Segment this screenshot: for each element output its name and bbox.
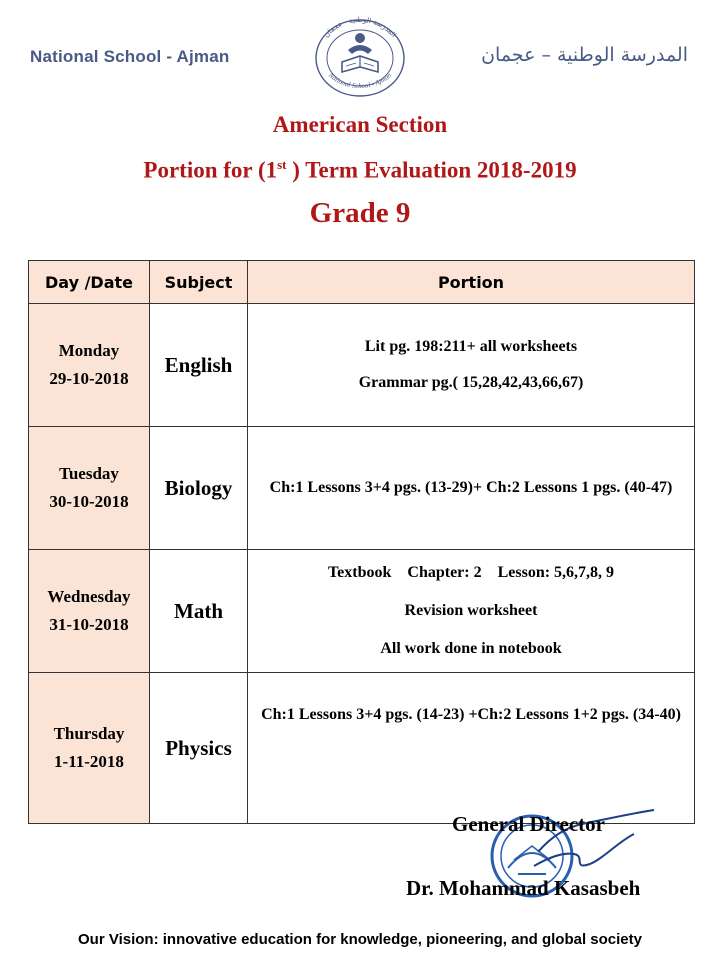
logo-arabic-text: المدرسة الوطنية - عجمان <box>322 15 398 39</box>
subject-cell: Biology <box>150 427 248 550</box>
director-name: Dr. Mohammad Kasasbeh <box>406 876 641 900</box>
page-header <box>0 0 720 105</box>
evaluation-title-ordinal: st <box>277 157 287 172</box>
table-row <box>29 427 695 550</box>
column-header-date: Day /Date <box>29 261 150 304</box>
portion-line: Textbook Chapter: 2 Lesson: 5,6,7,8, 9 <box>327 564 615 581</box>
table-row <box>29 550 695 673</box>
svg-text:National School - Ajman <box>326 71 393 91</box>
table-row <box>29 673 695 824</box>
portion-line: All work done in notebook <box>380 640 562 657</box>
evaluation-title-prefix: Portion for (1 <box>143 157 278 183</box>
portion-cell <box>248 673 695 824</box>
title-block <box>0 108 720 232</box>
portion-line: Revision worksheet <box>404 602 538 619</box>
school-logo <box>308 14 412 98</box>
day-label: Thursday <box>53 724 125 743</box>
evaluation-title-suffix: ) Term Evaluation 2018-2019 <box>286 157 577 183</box>
table-header-row <box>29 261 695 304</box>
school-name-arabic: المدرسة الوطنية – عجمان <box>481 44 688 66</box>
column-header-subject: Subject <box>150 261 248 304</box>
table-row <box>29 304 695 427</box>
day-date-cell <box>29 304 150 427</box>
evaluation-title <box>0 148 720 188</box>
portion-line: Ch:1 Lessons 3+4 pgs. (13-29)+ Ch:2 Lessons 1 pgs. (40-47) <box>269 479 673 496</box>
portion-cell <box>248 304 695 427</box>
date-label: 30-10-2018 <box>49 492 129 511</box>
portion-cell <box>248 427 695 550</box>
date-label: 31-10-2018 <box>49 615 129 634</box>
day-date-cell <box>29 550 150 673</box>
subject-cell: Physics <box>150 673 248 824</box>
portion-table <box>28 260 695 824</box>
day-date-cell <box>29 427 150 550</box>
portion-cell <box>248 550 695 673</box>
day-date-cell <box>29 673 150 824</box>
portion-line: Lit pg. 198:211+ all worksheets <box>364 338 578 355</box>
day-label: Tuesday <box>59 464 119 483</box>
subject-cell: Math <box>150 550 248 673</box>
logo-english-text: National School - Ajman <box>326 71 394 91</box>
column-header-portion: Portion <box>248 261 695 304</box>
portion-line: Grammar pg.( 15,28,42,43,66,67) <box>358 374 584 391</box>
school-name-english: National School - Ajman <box>30 47 230 66</box>
day-label: Monday <box>58 341 120 360</box>
vision-statement: Our Vision: innovative education for knowledge, pioneering, and global society <box>78 931 642 948</box>
day-label: Wednesday <box>47 587 131 606</box>
director-title: General Director <box>452 812 605 836</box>
date-label: 29-10-2018 <box>49 369 129 388</box>
grade-title: Grade 9 <box>309 196 411 229</box>
section-title: American Section <box>272 112 448 137</box>
date-label: 1-11-2018 <box>54 752 124 771</box>
subject-cell: English <box>150 304 248 427</box>
portion-line: Ch:1 Lessons 3+4 pgs. (14-23) +Ch:2 Lessons 1+2 pgs. (34-40) <box>261 706 681 723</box>
